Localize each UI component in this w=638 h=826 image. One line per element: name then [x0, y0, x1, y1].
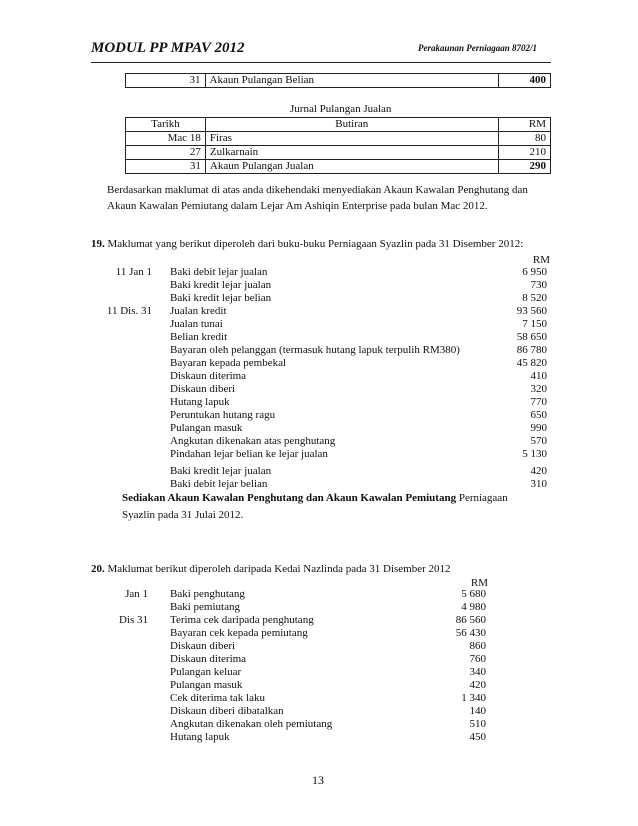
description-text: Angkutan dikenakan oleh pemiutang: [170, 718, 333, 730]
description-text: Baki debit lejar jualan: [170, 266, 268, 278]
question-20-intro: [91, 561, 451, 577]
amount-text: 420: [469, 679, 486, 691]
description-text: Peruntukan hutang ragu: [170, 409, 276, 421]
description-text: Baki kredit lejar jualan: [170, 465, 272, 477]
task-bold-text: Sediakan Akaun Kawalan Penghutang dan Akaun Kawalan Pemiutang: [122, 492, 457, 504]
description-text: Hutang lapuk: [170, 396, 230, 408]
amount-text: 56 430: [455, 627, 486, 639]
description-text: Angkutan dikenakan atas penghutang: [170, 435, 336, 447]
date-cell: 31: [126, 160, 206, 174]
amount-text: 420: [530, 465, 547, 477]
description-text: Bayaran oleh pelanggan (termasuk hutang lapuk terpulih RM380): [170, 344, 460, 356]
date-text: 11 Dis. 31: [106, 305, 152, 317]
amount-text: 760: [469, 653, 486, 665]
description-text: Jualan kredit: [170, 305, 227, 317]
description-text: Baki pemiutang: [170, 601, 240, 613]
amount-cell: 80: [498, 132, 550, 146]
currency-label: RM: [532, 254, 550, 266]
date-cell: 27: [126, 146, 206, 160]
amount-text: 860: [469, 640, 486, 652]
question-19-task-line-2: Syazlin pada 31 Julai 2012.: [122, 509, 244, 521]
amount-text: 650: [530, 409, 547, 421]
description-text: Belian kredit: [170, 331, 228, 343]
date-cell: Mac 18: [126, 132, 206, 146]
header-divider: [91, 62, 551, 63]
description-text: Terima cek daripada penghutang: [170, 614, 314, 626]
amount-text: 320: [530, 383, 547, 395]
description-cell: Akaun Pulangan Jualan: [205, 160, 498, 174]
amount-text: 310: [530, 478, 547, 490]
description-text: Baki penghutang: [170, 588, 245, 600]
description-text: Diskaun diterima: [170, 370, 247, 382]
description-text: Pulangan keluar: [170, 666, 242, 678]
amount-text: 93 560: [516, 305, 547, 317]
description-text: Diskaun diberi: [170, 640, 236, 652]
sales-returns-journal: [125, 117, 551, 174]
amount-text: 8 520: [522, 292, 547, 304]
amount-text: 45 820: [516, 357, 547, 369]
description-text: Pulangan masuk: [170, 422, 243, 434]
amount-text: 730: [530, 279, 547, 291]
amount-cell: 210: [498, 146, 550, 160]
question-19-intro: [91, 236, 523, 252]
amount-text: 6 950: [522, 266, 547, 278]
amount-text: 1 340: [461, 692, 486, 704]
description-text: Hutang lapuk: [170, 731, 230, 743]
description-text: Bayaran cek kepada pemiutang: [170, 627, 308, 639]
amount-text: 340: [469, 666, 486, 678]
amount-text: 58 650: [516, 331, 547, 343]
amount-text: 86 780: [516, 344, 547, 356]
amount-text: 450: [469, 731, 486, 743]
document-title: MODUL PP MPAV 2012: [91, 40, 245, 56]
date-text: 11 Jan 1: [115, 266, 152, 278]
amount-text: 5 130: [522, 448, 547, 460]
date-text: Jan 1: [125, 588, 148, 600]
task-text: Perniagaan: [456, 492, 508, 504]
description-text: Diskaun diterima: [170, 653, 247, 665]
amount-cell: 400: [498, 74, 550, 88]
amount-text: 770: [530, 396, 547, 408]
amount-text: 570: [530, 435, 547, 447]
subject-code: Perakaunan Perniagaan 8702/1: [418, 43, 538, 53]
amount-text: 7 150: [522, 318, 547, 330]
table-row: [126, 146, 551, 160]
question-19-task: [122, 490, 508, 506]
purchase-returns-table: [125, 73, 551, 88]
page-number: 13: [312, 773, 324, 787]
description-text: Baki debit lejar belian: [170, 478, 268, 490]
description-text: Diskaun diberi dibatalkan: [170, 705, 284, 717]
table-row: [126, 74, 551, 88]
amount-text: 510: [469, 718, 486, 730]
column-header-details: Butiran: [205, 118, 498, 132]
date-cell: 31: [126, 74, 206, 88]
table-row: [126, 160, 551, 174]
description-text: Baki kredit lejar belian: [170, 292, 272, 304]
amount-text: 410: [530, 370, 547, 382]
question-intro-text: Maklumat yang berikut diperoleh dari buku-buku Perniagaan Syazlin pada 31 Disember 2012:: [107, 238, 524, 250]
amount-cell: 290: [498, 160, 550, 174]
description-cell: Firas: [205, 132, 498, 146]
amount-text: 990: [530, 422, 547, 434]
description-cell: Zulkarnain: [205, 146, 498, 160]
amount-text: 5 680: [461, 588, 486, 600]
description-text: Jualan tunai: [170, 318, 223, 330]
question-intro-text: Maklumat berikut diperoleh daripada Kedai Nazlinda pada 31 Disember 2012: [107, 563, 451, 575]
amount-text: 4 980: [461, 601, 486, 613]
question-number: 19.: [91, 238, 105, 250]
currency-label: RM: [470, 577, 488, 589]
instruction-line-1: Berdasarkan maklumat di atas anda dikehendaki menyediakan Akaun Kawalan Penghutang dan: [107, 184, 528, 196]
amount-text: 86 560: [455, 614, 486, 626]
date-text: Dis 31: [118, 614, 148, 626]
column-header-amount: RM: [498, 118, 550, 132]
journal-title: Jurnal Pulangan Jualan: [290, 103, 392, 115]
description-cell: Akaun Pulangan Belian: [205, 74, 498, 88]
instruction-line-2: Akaun Kawalan Pemiutang dalam Lejar Am Ashiqin Enterprise pada bulan Mac 2012.: [107, 200, 488, 212]
table-row: [126, 132, 551, 146]
table-header-row: [126, 118, 551, 132]
amount-text: 140: [469, 705, 486, 717]
description-text: Cek diterima tak laku: [170, 692, 265, 704]
description-text: Baki kredit lejar jualan: [170, 279, 272, 291]
description-text: Bayaran kepada pembekal: [170, 357, 287, 369]
description-text: Pulangan masuk: [170, 679, 243, 691]
description-text: Diskaun diberi: [170, 383, 236, 395]
column-header-date: Tarikh: [126, 118, 206, 132]
description-text: Pindahan lejar belian ke lejar jualan: [170, 448, 328, 460]
question-number: 20.: [91, 563, 105, 575]
